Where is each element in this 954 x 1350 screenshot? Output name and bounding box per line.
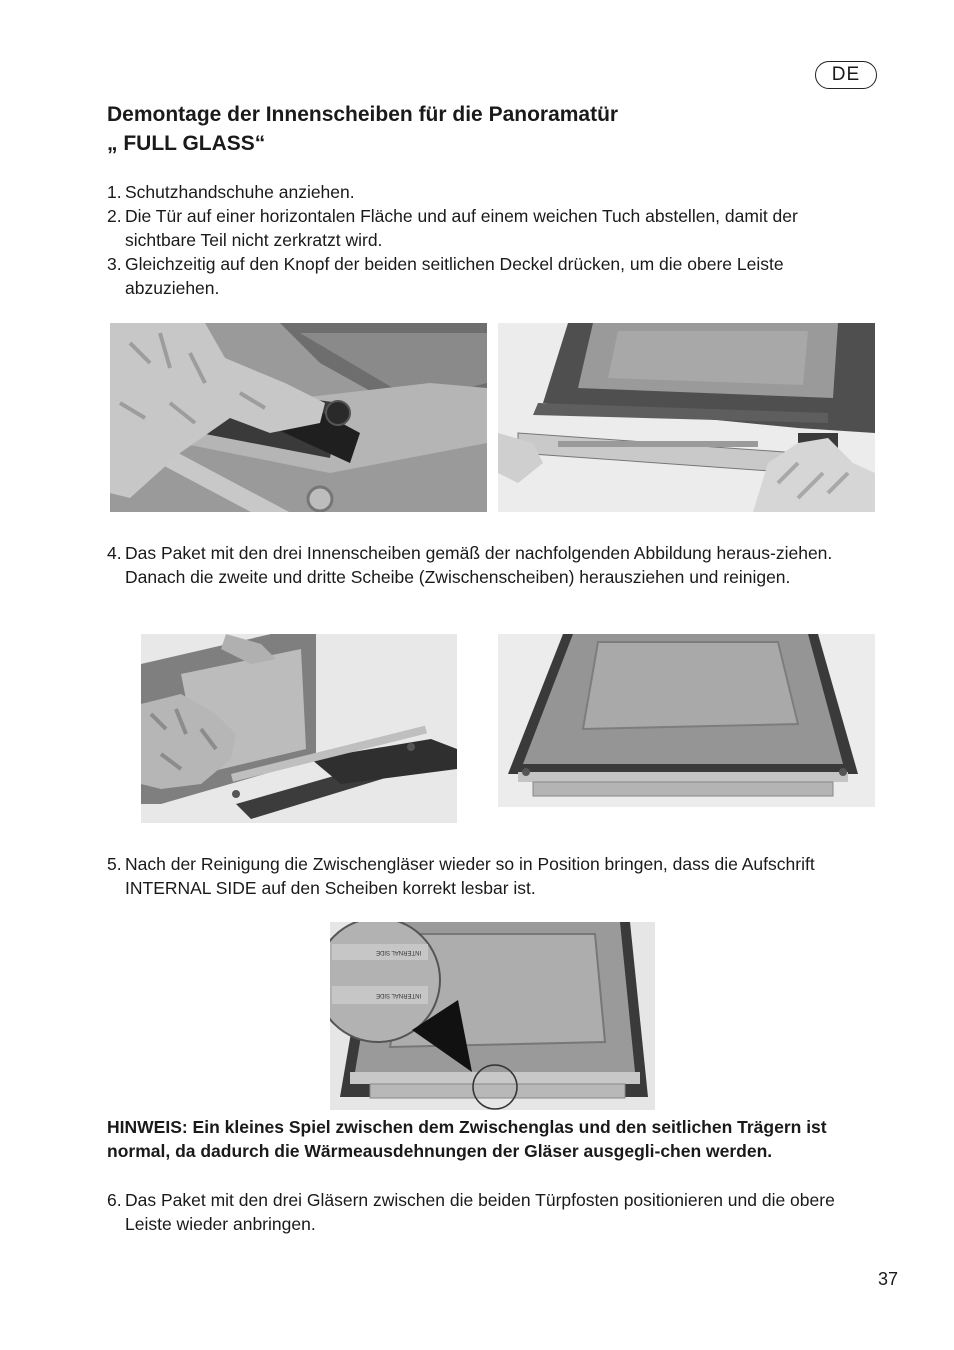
step-4-text: Das Paket mit den drei Innenscheiben gemäß der nachfolgenden Abbildung heraus-ziehen. Danach die zweite und dritte Scheibe (Zwischenscheiben) herausziehen und reinigen. [125, 543, 833, 587]
internal-side-label-2: INTERNAL SIDE [376, 992, 422, 998]
step-list-3 [107, 852, 867, 900]
page-title-line2: „ FULL GLASS“ [107, 132, 266, 155]
page-title [107, 100, 618, 158]
step-6-text: Das Paket mit den drei Gläsern zwischen die beiden Türpfosten positionieren und die obere Leiste wieder anbringen. [125, 1190, 835, 1234]
page-number: 37 [878, 1269, 899, 1289]
step-5-text: Nach der Reinigung die Zwischengläser wieder so in Position bringen, dass die Aufschrift INTERNAL SIDE auf den Scheiben korrekt lesbar ist. [125, 854, 815, 898]
language-badge: DE [815, 61, 877, 89]
step-6: 6. Das Paket mit den drei Gläsern zwischen die beiden Türpfosten positionieren und die obere Leiste wieder anbringen. [107, 1190, 835, 1234]
step-list-2 [107, 541, 877, 589]
step-3: 3. Gleichzeitig auf den Knopf der beiden seitlichen Deckel drücken, um die obere Leiste abzuziehen. [107, 254, 784, 298]
note-hinweis: HINWEIS: Ein kleines Spiel zwischen dem Zwischenglas und den seitlichen Trägern ist normal, da dadurch die Wärmeausdehnungen der Gläser ausgegli-chen werden. [107, 1117, 827, 1161]
step-1: 1. Schutzhandschuhe anziehen. [107, 182, 355, 202]
step-list-1 [107, 180, 867, 300]
photo-press-side-cap [110, 323, 487, 512]
step-4: 4. Das Paket mit den drei Innenscheiben gemäß der nachfolgenden Abbildung heraus-ziehen. Danach die zweite und dritte Scheibe (Zwischenscheiben) herausziehen und reinigen. [107, 543, 833, 587]
step-5: 5. Nach der Reinigung die Zwischengläser wieder so in Position bringen, dass die Aufschrift INTERNAL SIDE auf den Scheiben korrekt lesbar ist. [107, 854, 815, 898]
photo-remove-top-bar [498, 323, 875, 512]
photo-door-glass-removed [498, 634, 875, 807]
step-2-text: Die Tür auf einer horizontalen Fläche und auf einem weichen Tuch abstellen, damit der sichtbare Teil nicht zerkratzt wird. [125, 206, 798, 250]
step-list-4 [107, 1188, 882, 1236]
page-title-line1: Demontage der Innenscheiben für die Panoramatür [107, 103, 619, 126]
photo-internal-side-label [330, 922, 655, 1110]
step-1-text: Schutzhandschuhe anziehen. [125, 182, 355, 202]
step-3-text: Gleichzeitig auf den Knopf der beiden seitlichen Deckel drücken, um die obere Leiste abzuziehen. [125, 254, 784, 298]
step-2: 2. Die Tür auf einer horizontalen Fläche und auf einem weichen Tuch abstellen, damit der sichtbare Teil nicht zerkratzt wird. [107, 206, 798, 250]
internal-side-label-1: INTERNAL SIDE [376, 949, 422, 955]
photo-pull-out-glass [141, 634, 457, 823]
